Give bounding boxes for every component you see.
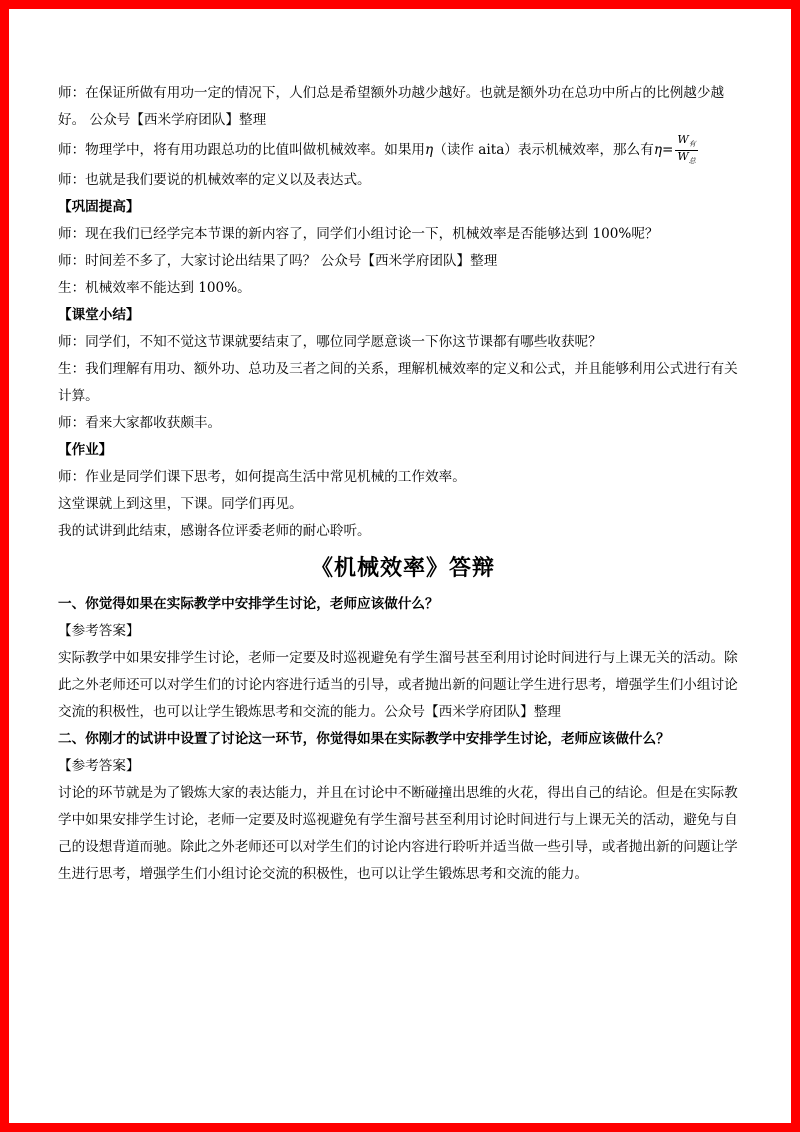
paragraph-1: 师：在保证所做有用功一定的情况下，人们总是希望额外功越少越好。也就是额外功在总功中所占的比例越少越好。 公众号【西米学府团队】整理	[58, 85, 725, 128]
paragraph-2-mid: （读作 aita）表示机械效率，那么有	[433, 142, 654, 159]
paragraph-3: 师：也就是我们要说的机械效率的定义以及表达式。	[58, 172, 371, 189]
paragraph-5: 师：时间差不多了，大家讨论出结果了吗？ 公众号【西米学府团队】整理	[58, 253, 498, 270]
fraction-numerator	[675, 134, 697, 151]
paragraph-11: 这堂课就上到这里，下课。同学们再见。	[58, 496, 303, 513]
eta-symbol: η	[425, 142, 434, 159]
paragraph-8: 生：我们理解有用功、额外功、总功及三者之间的关系，理解机械效率的定义和公式，并且能够利用公式进行有关计算。	[58, 361, 738, 405]
fraction-denominator	[675, 151, 697, 167]
paragraph-2	[58, 134, 748, 167]
equals-sign: =	[662, 142, 674, 159]
paragraph-9: 师：看来大家都收获颇丰。	[58, 415, 222, 432]
document-body	[58, 80, 748, 888]
answer-2: 讨论的环节就是为了锻炼大家的表达能力，并且在讨论中不断碰撞出思维的火花，得出自己的结论。但是在实际教学中如果安排学生讨论，老师一定要及时巡视避免有学生溜号甚至利用讨论时间进行与上课无关的活动，避免与自己的设想背道而驰。除此之外老师还可以对学生们的讨论内容进行聆听并适当做一些引导，或者抛出新的问题让学生进行思考，增强学生们小组讨论交流的积极性，也可以让学生锻炼思考和交流的能力。	[58, 785, 738, 883]
paragraph-10: 师：作业是同学们课下思考，如何提高生活中常见机械的工作效率。	[58, 469, 466, 486]
question-2: 二、你刚才的试讲中设置了讨论这一环节，你觉得如果在实际教学中安排学生讨论，老师应该做什么？	[58, 731, 670, 748]
paragraph-7: 师：同学们，不知不觉这节课就要结束了，哪位同学愿意谈一下你这节课都有哪些收获呢？	[58, 334, 602, 351]
efficiency-fraction	[675, 134, 697, 167]
denominator-w: W	[677, 150, 689, 164]
eta-symbol-2: η	[653, 142, 662, 159]
defense-title: 《机械效率》答辩	[310, 555, 495, 582]
answer-1-label: 【参考答案】	[58, 623, 140, 640]
numerator-sub: 有	[688, 140, 696, 149]
paragraph-4: 师：现在我们已经学完本节课的新内容了，同学们小组讨论一下，机械效率是否能够达到 100%呢？	[58, 226, 659, 243]
heading-summary: 【课堂小结】	[58, 307, 140, 324]
numerator-w: W	[677, 133, 689, 146]
answer-1: 实际教学中如果安排学生讨论，老师一定要及时巡视避免有学生溜号甚至利用讨论时间进行与上课无关的活动。除此之外老师还可以对学生们的讨论内容进行适当的引导，或者抛出新的问题让学生进行思考，增强学生们小组讨论交流的积极性，也可以让学生锻炼思考和交流的能力。公众号【西米学府团队】整理	[58, 650, 738, 721]
paragraph-6: 生：机械效率不能达到 100%。	[58, 280, 251, 297]
denominator-sub: 总	[688, 157, 696, 166]
paragraph-2-prefix: 师：物理学中，将有用功跟总功的比值叫做机械效率。如果用	[58, 142, 426, 159]
paragraph-12: 我的试讲到此结束，感谢各位评委老师的耐心聆听。	[58, 523, 371, 540]
heading-consolidate: 【巩固提高】	[58, 199, 140, 216]
answer-2-label: 【参考答案】	[58, 758, 140, 775]
heading-homework: 【作业】	[58, 442, 113, 459]
question-1: 一、你觉得如果在实际教学中安排学生讨论，老师应该做什么？	[58, 596, 439, 613]
